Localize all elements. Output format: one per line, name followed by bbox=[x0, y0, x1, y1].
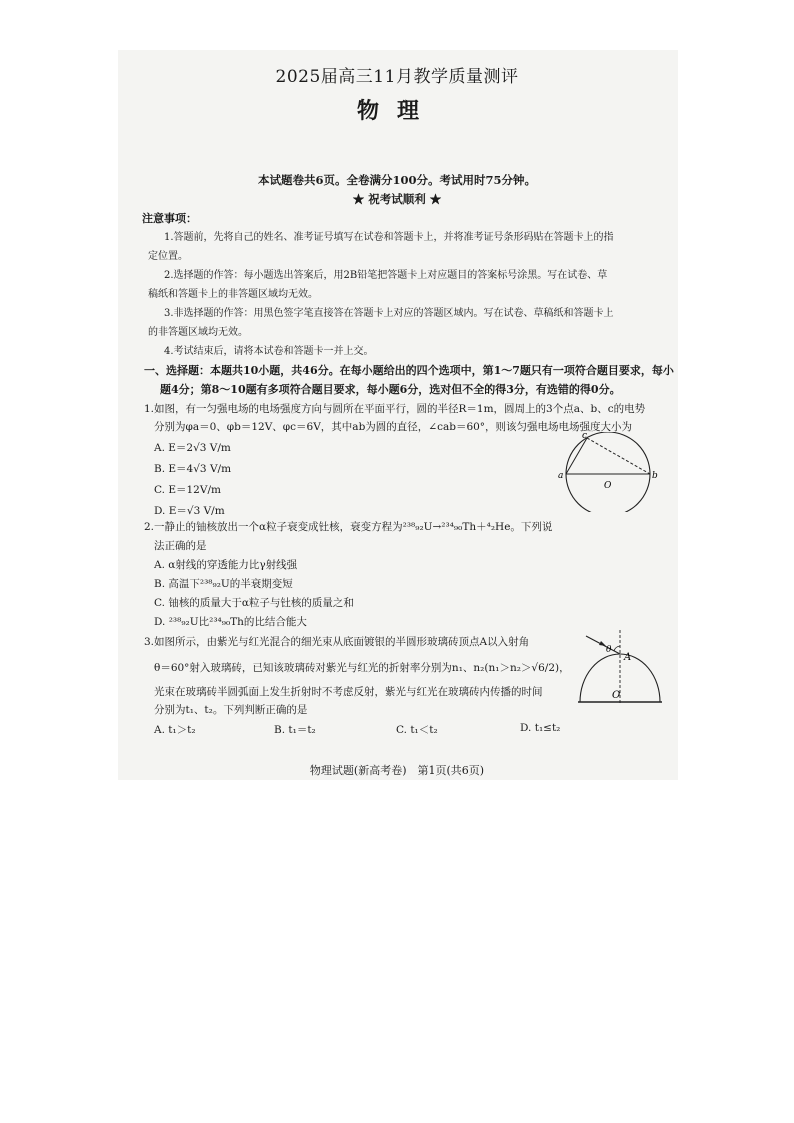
question-3-option-c: C. t₁＜t₂ bbox=[396, 724, 438, 736]
exam-title: 2025届高三11月教学质量测评 bbox=[275, 67, 519, 87]
question-2-stem: 法正确的是 bbox=[154, 540, 207, 552]
notice-item: 稿纸和答题卡上的非答题区域均无效。 bbox=[148, 289, 318, 300]
question-3-stem: 分别为t₁、t₂。下列判断正确的是 bbox=[154, 704, 308, 716]
question-1-stem: 1.如图，有一匀强电场的电场强度方向与圆所在平面平行，圆的半径R＝1m，圆周上的3个点a、b、c的电势 bbox=[144, 403, 646, 415]
notice-item: 3.非选择题的作答：用黑色签字笔直接答在答题卡上对应的答题区域内。写在试卷、草稿纸和答题卡上 bbox=[164, 308, 614, 319]
notice-item: 定位置。 bbox=[148, 251, 188, 262]
question-3-option-a: A. t₁＞t₂ bbox=[154, 724, 196, 736]
theta-label: θ bbox=[606, 645, 612, 655]
section-heading: 题4分；第8～10题有多项符合题目要求，每小题6分，选对但不全的得3分，有选错的得0分。 bbox=[160, 383, 621, 396]
question-1-option-c: C. E＝12V/m bbox=[154, 484, 221, 496]
question-1-option-b: B. E＝4√3 V/m bbox=[154, 463, 232, 475]
question-2-option-d: D. ²³⁸₉₂U比²³⁴₉₀Th的比结合能大 bbox=[154, 616, 307, 628]
section-heading: 一、选择题：本题共10小题，共46分。在每小题给出的四个选项中，第1～7题只有一项符合题目要求，每小 bbox=[144, 364, 674, 377]
question-1-option-d: D. E＝√3 V/m bbox=[154, 505, 225, 517]
page-footer: 物理试题(新高考卷) 第1页(共6页) bbox=[309, 764, 485, 777]
point-b-label: b bbox=[652, 471, 658, 481]
point-a-label: A bbox=[624, 652, 632, 663]
notice-item: 4.考试结束后，请将本试卷和答题卡一并上交。 bbox=[164, 346, 374, 357]
question-3-option-b: B. t₁＝t₂ bbox=[274, 724, 316, 736]
question-3-stem: 3.如图所示，由紫光与红光混合的细光束从底面镀银的半圆形玻璃砖顶点A以入射角 bbox=[144, 636, 530, 648]
question-2-option-a: A. α射线的穿透能力比γ射线强 bbox=[154, 559, 298, 571]
notice-item: 1.答题前，先将自己的姓名、准考证号填写在试卷和答题卡上，并将准考证号条形码贴在答题卡上的指 bbox=[164, 232, 614, 243]
notice-item: 2.选择题的作答：每小题选出答案后，用2B铅笔把答题卡上对应题目的答案标号涂黑。写在试卷、草 bbox=[164, 270, 608, 281]
question-1-stem: 分别为φa＝0、φb＝12V、φc＝6V，其中ab为圆的直径，∠cab＝60°，则该匀强电场电场强度大小为 bbox=[154, 421, 633, 433]
subject-title: 物理 bbox=[356, 98, 437, 124]
question-3-option-d: D. t₁≤t₂ bbox=[520, 722, 561, 734]
question-2-option-c: C. 铀核的质量大于α粒子与钍核的质量之和 bbox=[154, 597, 354, 609]
good-luck-line: ★ 祝考试顺利 ★ bbox=[352, 192, 442, 206]
question-3-figure bbox=[576, 626, 674, 710]
exam-info: 本试题卷共6页。全卷满分100分。考试用时75分钟。 bbox=[257, 173, 536, 187]
question-3-stem: θ＝60°射入玻璃砖，已知该玻璃砖对紫光与红光的折射率分别为n₁、n₂(n₁＞n₂＞√6/2)， bbox=[154, 662, 570, 674]
question-2-stem: 2.一静止的铀核放出一个α粒子衰变成钍核，衰变方程为²³⁸₉₂U→²³⁴₉₀Th＋⁴₂He。下列说 bbox=[144, 521, 553, 533]
question-3-stem: 光束在玻璃砖半圆弧面上发生折射时不考虑反射，紫光与红光在玻璃砖内传播的时间 bbox=[154, 686, 543, 698]
notice-item: 的非答题区域均无效。 bbox=[148, 327, 248, 338]
center-o-label: O bbox=[604, 481, 612, 491]
notice-heading: 注意事项： bbox=[142, 212, 197, 225]
point-a-label: a bbox=[558, 471, 564, 481]
center-o-label: O bbox=[612, 690, 621, 701]
question-1-option-a: A. E＝2√3 V/m bbox=[154, 442, 231, 454]
question-1-figure bbox=[556, 432, 666, 512]
point-c-label: c bbox=[582, 432, 588, 441]
question-2-option-b: B. 高温下²³⁸₉₂U的半衰期变短 bbox=[154, 578, 293, 590]
